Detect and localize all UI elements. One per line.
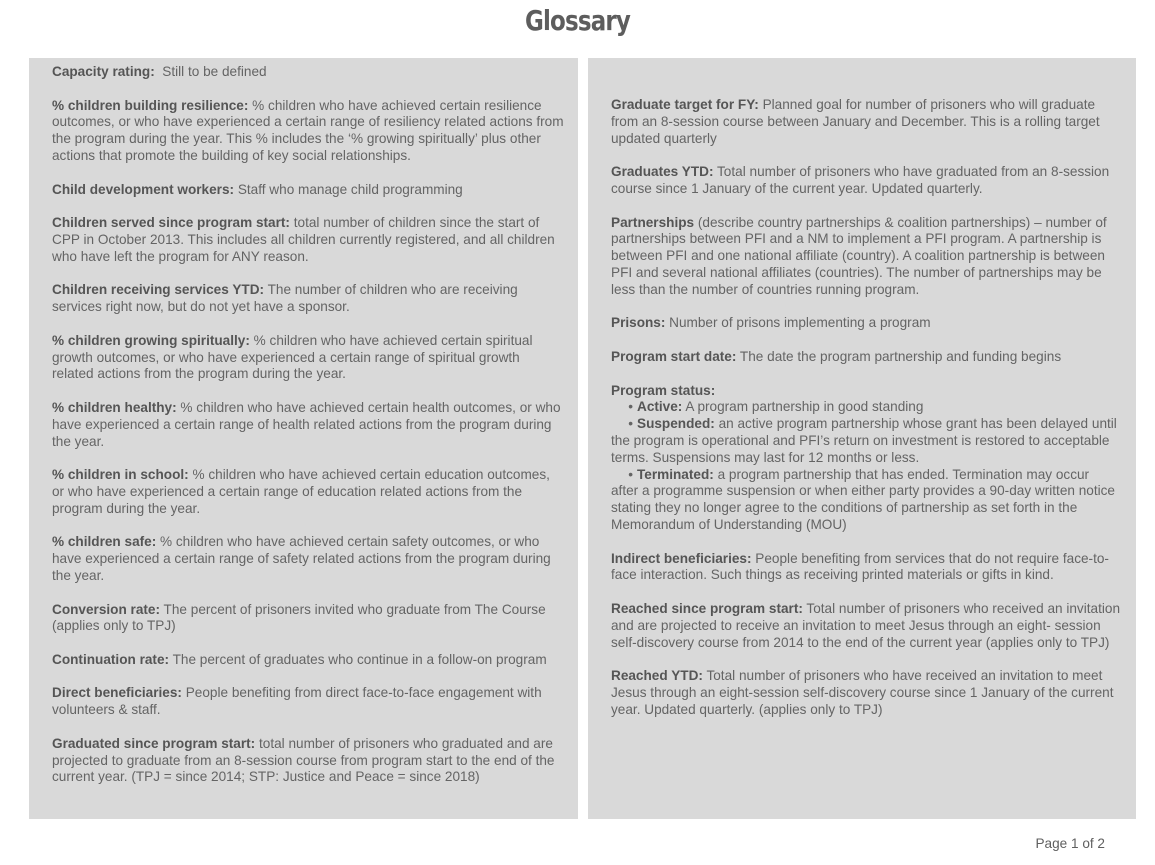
glossary-term: Active: [637,399,683,415]
bullet-icon: • [628,399,633,415]
glossary-definition: A program partnership in good standing [682,399,924,415]
glossary-term: Children served since program start: [52,215,290,231]
glossary-definition: total number of children since the start of CPP in October 2013. This includes all children currently registered, and all children who have left the program for ANY reason. [52,215,555,264]
glossary-definition: Total number of prisoners who have received an invitation to meet Jesus through an eight-session self-discovery course since 1 January of the current year. Updated quarterly. (applies only to TPJ) [611,668,1114,717]
glossary-definition: The percent of graduates who continue in a follow-on program [169,651,547,667]
glossary-entry [52,467,564,517]
glossary-entry [611,164,1120,198]
program-status-entry [611,383,1120,534]
glossary-entry [52,182,564,199]
glossary-term: Graduated since program start: [52,735,256,751]
glossary-definition: The percent of prisoners invited who graduate from The Course (applies only to TPJ) [52,601,546,634]
glossary-entry [52,98,564,165]
bullet-icon: • [628,466,633,482]
glossary-definition: Planned goal for number of prisoners who will graduate from an 8-session course between January and December. This is a rolling target updated quarterly [611,97,1100,146]
glossary-term: Continuation rate: [52,651,170,667]
glossary-entry [611,551,1120,585]
glossary-term: Partnerships [611,214,695,230]
glossary-definition: % children who have achieved certain education outcomes, or who have experienced a certain range of education related actions from the program during the year. [52,467,550,516]
glossary-definition: Staff who manage child programming [234,181,463,197]
glossary-entry [611,315,1120,332]
glossary-definition: % children who have achieved certain safety outcomes, or who have experienced a certain range of safety related actions from the program during the year. [52,534,551,583]
glossary-right-column [588,58,1136,819]
glossary-term: Program status: [611,382,716,398]
glossary-term: % children in school: [52,467,189,483]
glossary-definition: % children who have achieved certain health outcomes, or who have experienced a certain range of health related actions from the program during the year. [52,399,561,449]
glossary-term: Graduates YTD: [611,164,714,180]
glossary-entry [52,215,564,265]
glossary-term: Children receiving services YTD: [52,282,265,298]
glossary-entry [52,282,564,316]
glossary-entry [611,97,1120,147]
glossary-term: Prisons: [611,315,666,331]
status-item-suspended [611,416,1120,466]
glossary-definition: Still to be defined [154,64,267,79]
glossary-term: Child development workers: [52,181,235,197]
glossary-term: Suspended: [637,416,715,432]
glossary-term: Reached since program start: [611,600,803,616]
glossary-entry [52,64,564,81]
glossary-term: Direct beneficiaries: [52,685,182,701]
glossary-entry [52,400,564,450]
glossary-definition: Total number of prisoners who have graduated from an 8-session course since 1 January of the current year. Updated quarterly. [611,164,1110,196]
glossary-entry [52,685,564,719]
glossary-left-column [29,58,578,819]
glossary-definition: The date the program partnership and funding begins [736,348,1062,364]
glossary-definition: % children who have achieved certain spiritual growth outcomes, or who have experienced a certain range of spiritual growth related actions from the program during the year. [52,332,533,382]
glossary-entry [611,215,1120,299]
glossary-definition: a program partnership that has ended. Termination may occur after a programme suspension or when either party provides a 90-day written notice stating they no longer agree to the conditions of partnership as set forth in the Memorandum of Understanding (MOU) [611,466,1115,532]
glossary-definition: The number of children who are receiving services right now, but do not yet have a sponsor. [52,282,518,315]
glossary-term: % children safe: [52,534,157,550]
status-item-active [611,399,1120,416]
glossary-entry [611,349,1120,366]
glossary-entry [52,602,564,636]
page-title: Glossary [524,4,631,37]
glossary-entry [611,668,1120,718]
glossary-term: Terminated: [637,466,714,482]
glossary-definition: total number of prisoners who graduated and are projected to graduate from an 8-session course from program start to the end of the current year. (TPJ = since 2014; STP: Justice and Peace = since 2018) [52,735,555,785]
glossary-definition: (describe country partnerships & coalition partnerships) – number of partnerships between PFI and a NM to implement a PFI program. A partnership is between PFI and one national affiliate (country). A coalition partnership is between PFI and several national affiliates (countries). The number of partnerships may be less than the number of countries running program. [611,214,1107,297]
glossary-entry [52,736,564,786]
glossary-definition: Number of prisons implementing a program [665,315,931,331]
status-item-terminated [611,467,1120,534]
glossary-term: Program start date: [611,348,737,364]
glossary-definition: People benefiting from services that do not require face-to-face interaction. Such things as receiving printed materials or gifts in kind. [611,550,1109,583]
glossary-definition: an active program partnership whose grant has been delayed until the program is operational and PFI’s return on investment is restored to acceptable terms. Suspensions may last for 12 months or less. [611,416,1117,465]
page-number: Page 1 of 2 [1035,836,1105,851]
glossary-term: Conversion rate: [52,601,161,617]
glossary-term: % children building resilience: [52,97,249,113]
glossary-term: Capacity rating: [52,64,155,79]
glossary-entry [52,534,564,584]
glossary-definition: Total number of prisoners who received an invitation and are projected to receive an invitation to meet Jesus through an eight- session self-discovery course from 2014 to the end of the current year (applies only to TPJ) [611,600,1120,650]
glossary-term: Graduate target for FY: [611,97,759,112]
glossary-term: Indirect beneficiaries: [611,550,752,566]
glossary-definition: % children who have achieved certain resilience outcomes, or who have experienced a certain range of resiliency related actions from the program during the year. This % includes the ‘% growing spiritually’ plus other actions that promote the building of key social relationships. [52,97,564,163]
bullet-icon: • [628,416,633,432]
glossary-term: % children growing spiritually: [52,332,250,348]
glossary-entry [52,333,564,383]
glossary-entry [611,601,1120,651]
glossary-term: Reached YTD: [611,668,703,684]
glossary-definition: People benefiting from direct face-to-face engagement with volunteers & staff. [52,685,542,718]
glossary-term: % children healthy: [52,399,177,415]
glossary-entry [52,652,564,669]
